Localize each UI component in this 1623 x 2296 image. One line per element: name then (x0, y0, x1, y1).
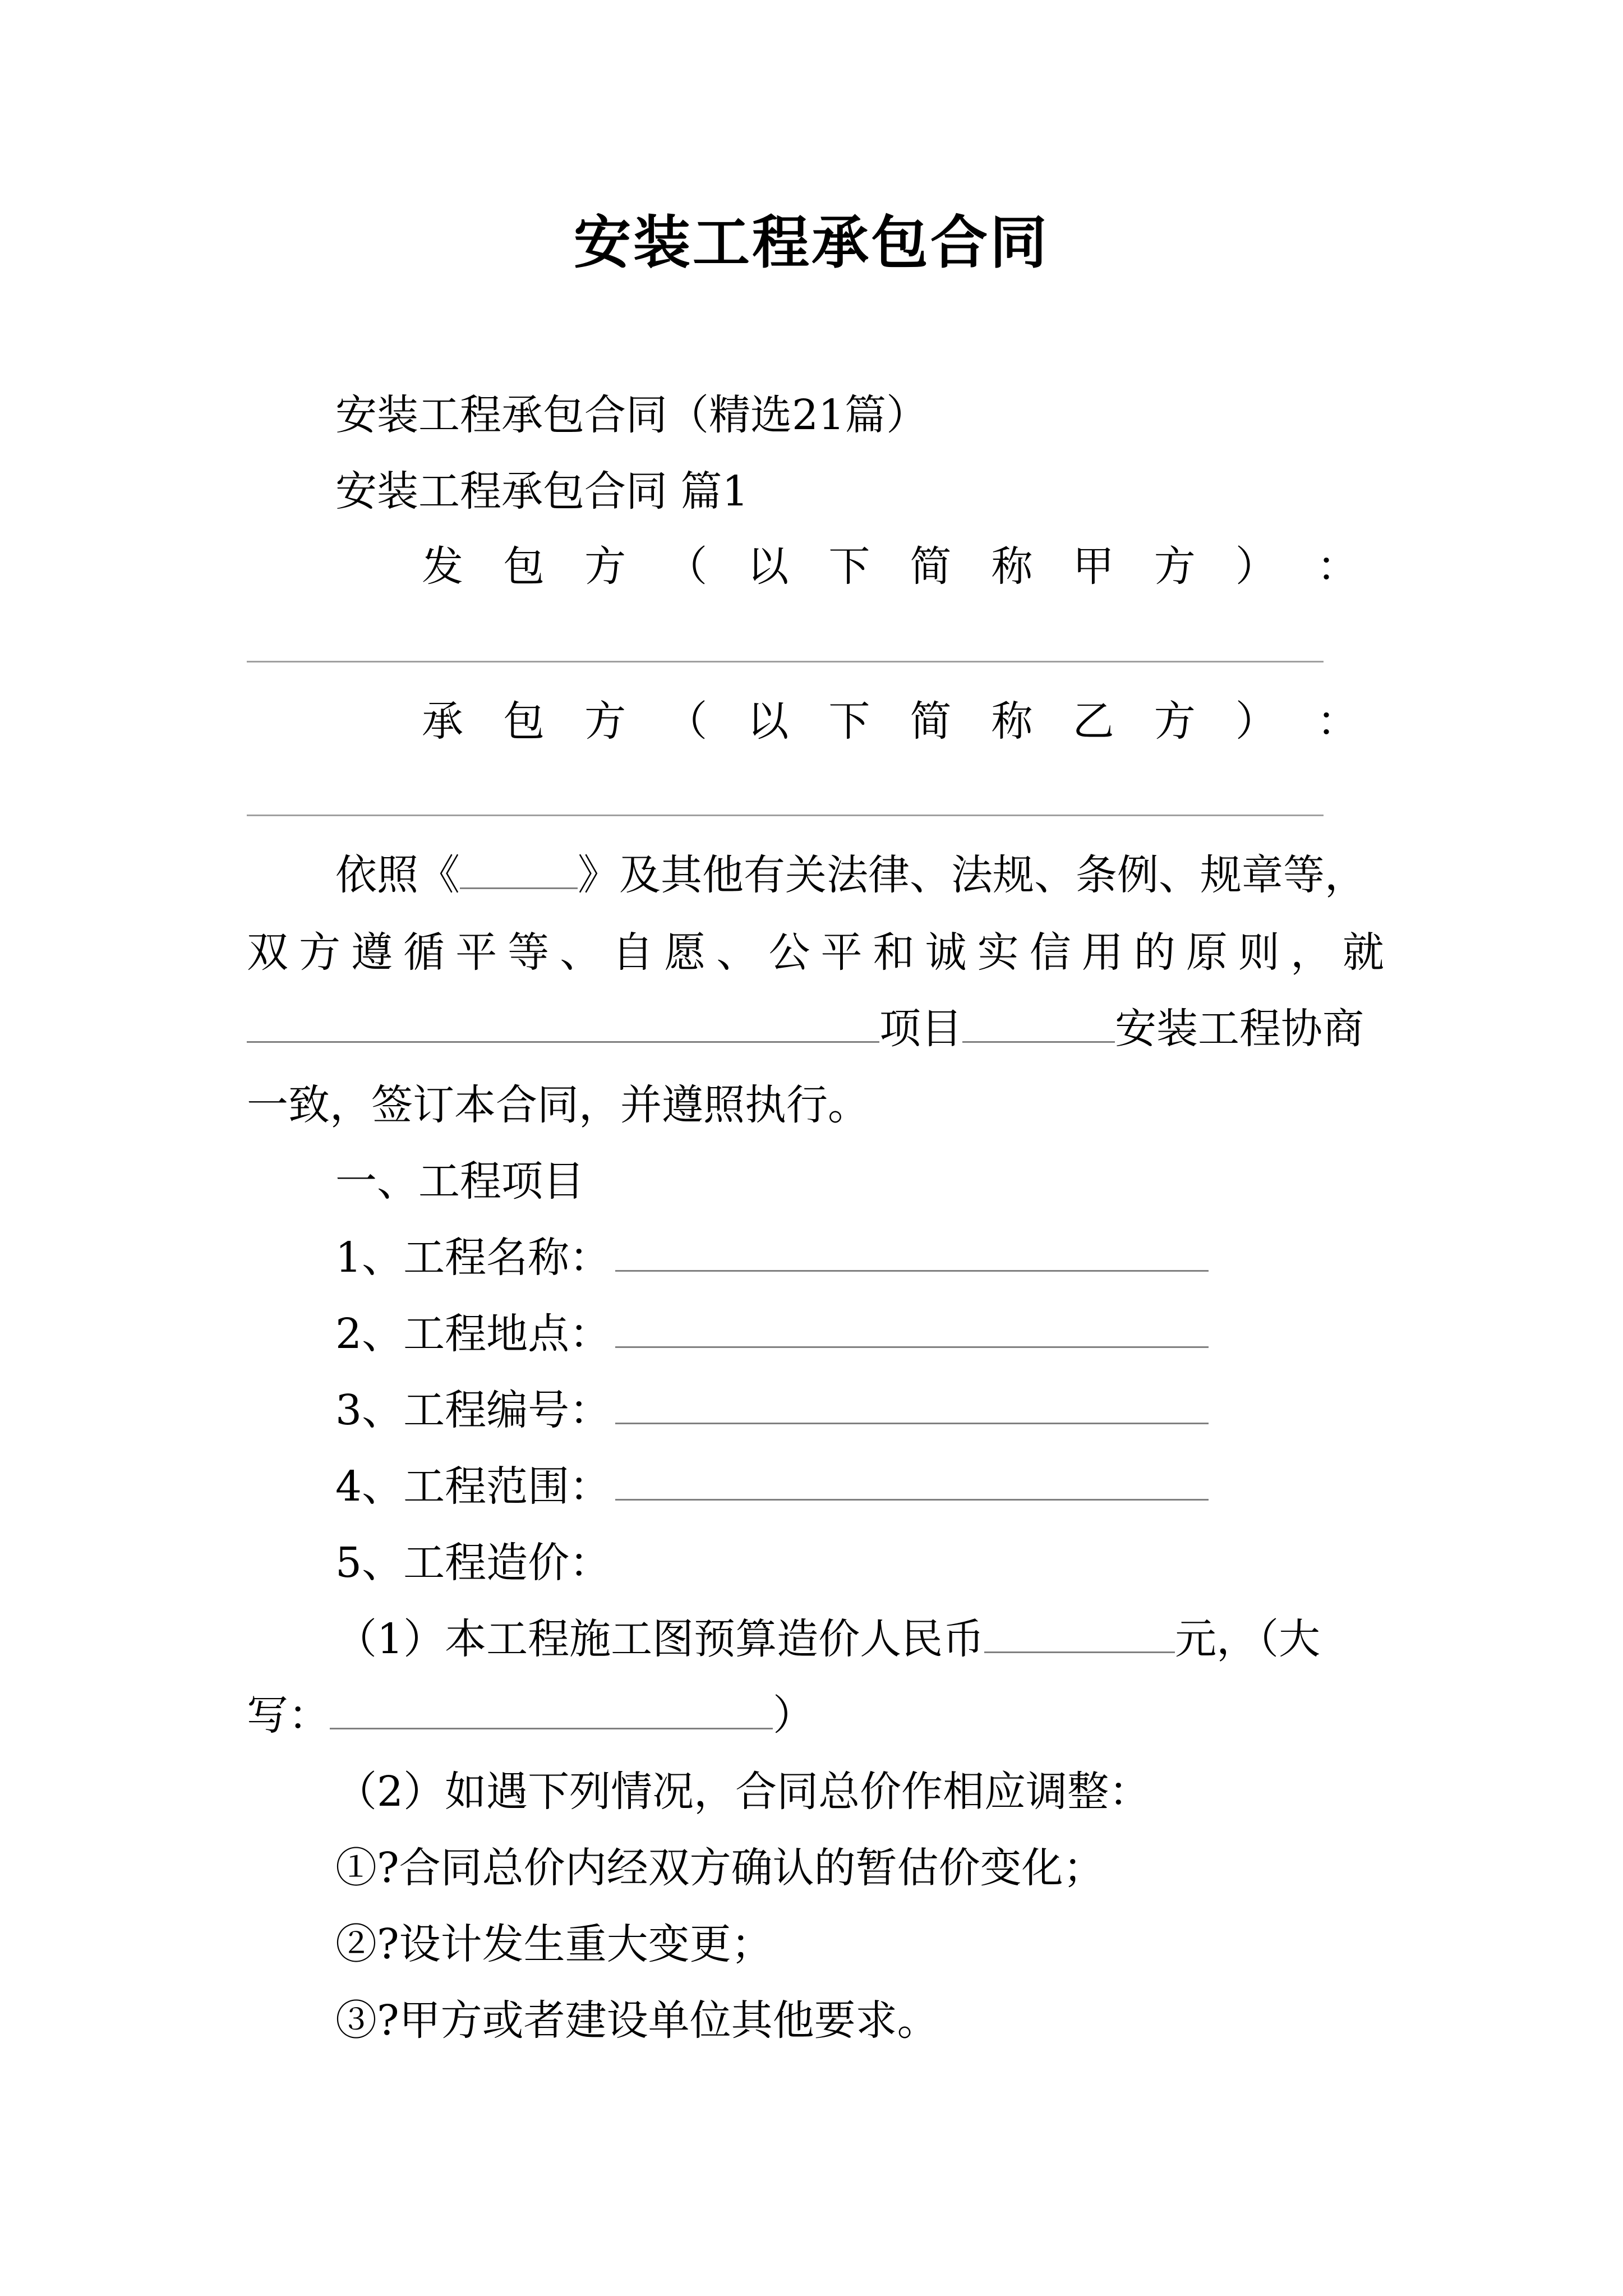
party-b-label: 承 包 方 （ 以 下 简 称 乙 方 ） ： (422, 697, 1358, 746)
para1-line3: 项目 安装工程协商 (247, 1001, 1364, 1057)
price-in-words-blank (330, 1693, 773, 1729)
subtitle: 安装工程承包合同（精选21篇） (335, 391, 928, 439)
project-name-field (615, 1235, 1209, 1272)
project-number-field (615, 1388, 1209, 1424)
item-project-location: 2、工程地点： (335, 1306, 1209, 1362)
party-a-label: 发 包 方 （ 以 下 简 称 甲 方 ） ： (422, 542, 1358, 591)
adjust-item-2: ②?设计发生重大变更； (335, 1920, 773, 1968)
section1-heading: 一、工程项目 (335, 1157, 584, 1205)
item-project-number: 3、工程编号： (335, 1382, 1209, 1438)
item-project-name: 1、工程名称： (335, 1230, 1209, 1286)
party-b-fill-line (247, 815, 1324, 816)
adjust-item-3: ③?甲方或者建设单位其他要求。 (335, 1996, 939, 2045)
item-project-scope: 4、工程范围： (335, 1458, 1209, 1515)
document-title: 安装工程承包合同 (574, 209, 1049, 277)
para1-line2: 双 方 遵 循 平 等 、 自 愿 、 公 平 和 诚 实 信 用 的 原 则 ， 就 (247, 928, 1384, 977)
para1-line4: 一致，签订本合同，并遵照执行。 (247, 1081, 869, 1129)
project-scope-field (615, 1464, 1209, 1501)
install-type-blank (962, 1006, 1115, 1043)
section-heading: 安装工程承包合同 篇1 (335, 467, 749, 516)
item-project-cost: 5、工程造价： (335, 1539, 611, 1587)
price-amount-blank (984, 1617, 1175, 1653)
adjust-intro: （2）如遇下列情况，合同总价作相应调整： (335, 1768, 1151, 1816)
price-line2: 写： ） (247, 1691, 814, 1740)
para1-line1: 依照《 》及其他有关法律、法规、条例、规章等， (335, 851, 1366, 899)
law-name-blank (460, 853, 578, 889)
party-a-fill-line (247, 661, 1324, 662)
adjust-item-1: ①?合同总价内经双方确认的暂估价变化； (335, 1844, 1105, 1892)
price-line1: （1）本工程施工图预算造价人民币 元，（大 (335, 1615, 1321, 1663)
project-name-blank (247, 1006, 879, 1043)
project-location-field (615, 1312, 1209, 1348)
